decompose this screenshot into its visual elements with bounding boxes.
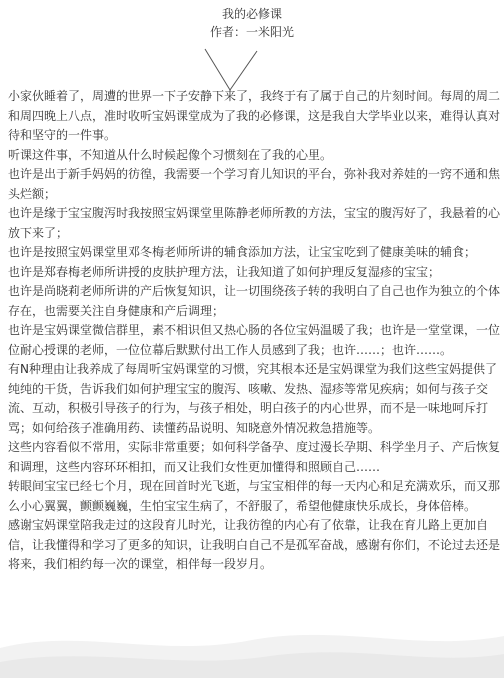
paragraph: 也许是按照宝妈课堂里邓冬梅老师所讲的辅食添加方法，让宝宝吃到了健康美味的辅食； — [8, 245, 477, 259]
paragraph: 也许是宝妈课堂微信群里，素不相识但又热心肠的各位宝妈温暖了我；也许是一堂堂课，一位位耐心授课的老师，一位位幕后默默付出工作人员感到了我；也许……；也许……。 — [8, 323, 501, 357]
paragraph: 感谢宝妈课堂陪我走过的这段育儿时光，让我彷徨的内心有了依靠，让我在育儿路上更加自信，让我懂得和学习了更多的知识，让我明白自己不是孤军奋战，感谢有你们，不论过去还是将来，我们相约每一次的课堂，相伴每一段岁月。 — [8, 518, 501, 571]
paragraph: 这些内容看似不常用，实际非常重要；如何科学备孕、度过漫长孕期、科学坐月子、产后恢复和调理，这些内容环环相扣，而又让我们女性更加懂得和照顾自己…… — [8, 440, 501, 474]
paragraph: 也许是出于新手妈妈的彷徨，我需要一个学习育儿知识的平台，弥补我对养娃的一窍不通和焦头烂额； — [8, 167, 501, 201]
paragraph: 转眼间宝宝已经七个月，现在回首时光飞逝，与宝宝相伴的每一天内心和足充满欢乐，而又那么小心翼翼，颤颤巍巍，生怕宝宝生病了，不舒服了，希望他健康快乐成长，身体倍棒。 — [8, 479, 501, 513]
article-body — [8, 87, 502, 575]
paragraph: 也许是尚晓莉老师所讲的产后恢复知识，让一切围绕孩子转的我明白了自己也作为独立的个体存在，也需要关注自身健康和产后调理； — [8, 284, 501, 318]
bottom-decoration — [0, 618, 504, 678]
paragraph: 小家伙睡着了，周遭的世界一下子安静下来了，我终于有了属于自己的片刻时间。每周的周二和周四晚上八点，准时收听宝妈课堂成为了我的必修课，这是我自大学毕业以来，难得认真对待和坚守的一件事。 — [8, 89, 501, 142]
paragraph: 有N种理由让我养成了每周听宝妈课堂的习惯，究其根本还是宝妈课堂为我们这些宝妈提供了纯纯的干货，告诉我们如何护理宝宝的腹泻、咳嗽、发热、湿疹等常见疾病；如何与孩子交流、互动，积极引导孩子的行为，与孩子相处，明白孩子的内心世界，而不是一味地呵斥打骂；如何给孩子准确用药、读懂药品说明、知晓意外情况救急措施等。 — [8, 362, 497, 435]
paragraph: 也许是缘于宝宝腹泻时我按照宝妈课堂里陈静老师所教的方法，宝宝的腹泻好了，我悬着的心放下来了； — [8, 206, 501, 240]
article-title: 我的必修课 — [221, 7, 282, 21]
paragraph: 听课这件事，不知道从什么时候起像个习惯刻在了我的心里。 — [8, 147, 333, 162]
paragraph: 也许是郑春梅老师所讲授的皮肤护理方法，让我知道了如何护理反复湿疹的宝宝； — [8, 264, 441, 279]
article-author: 作者：一米阳光 — [209, 25, 294, 39]
